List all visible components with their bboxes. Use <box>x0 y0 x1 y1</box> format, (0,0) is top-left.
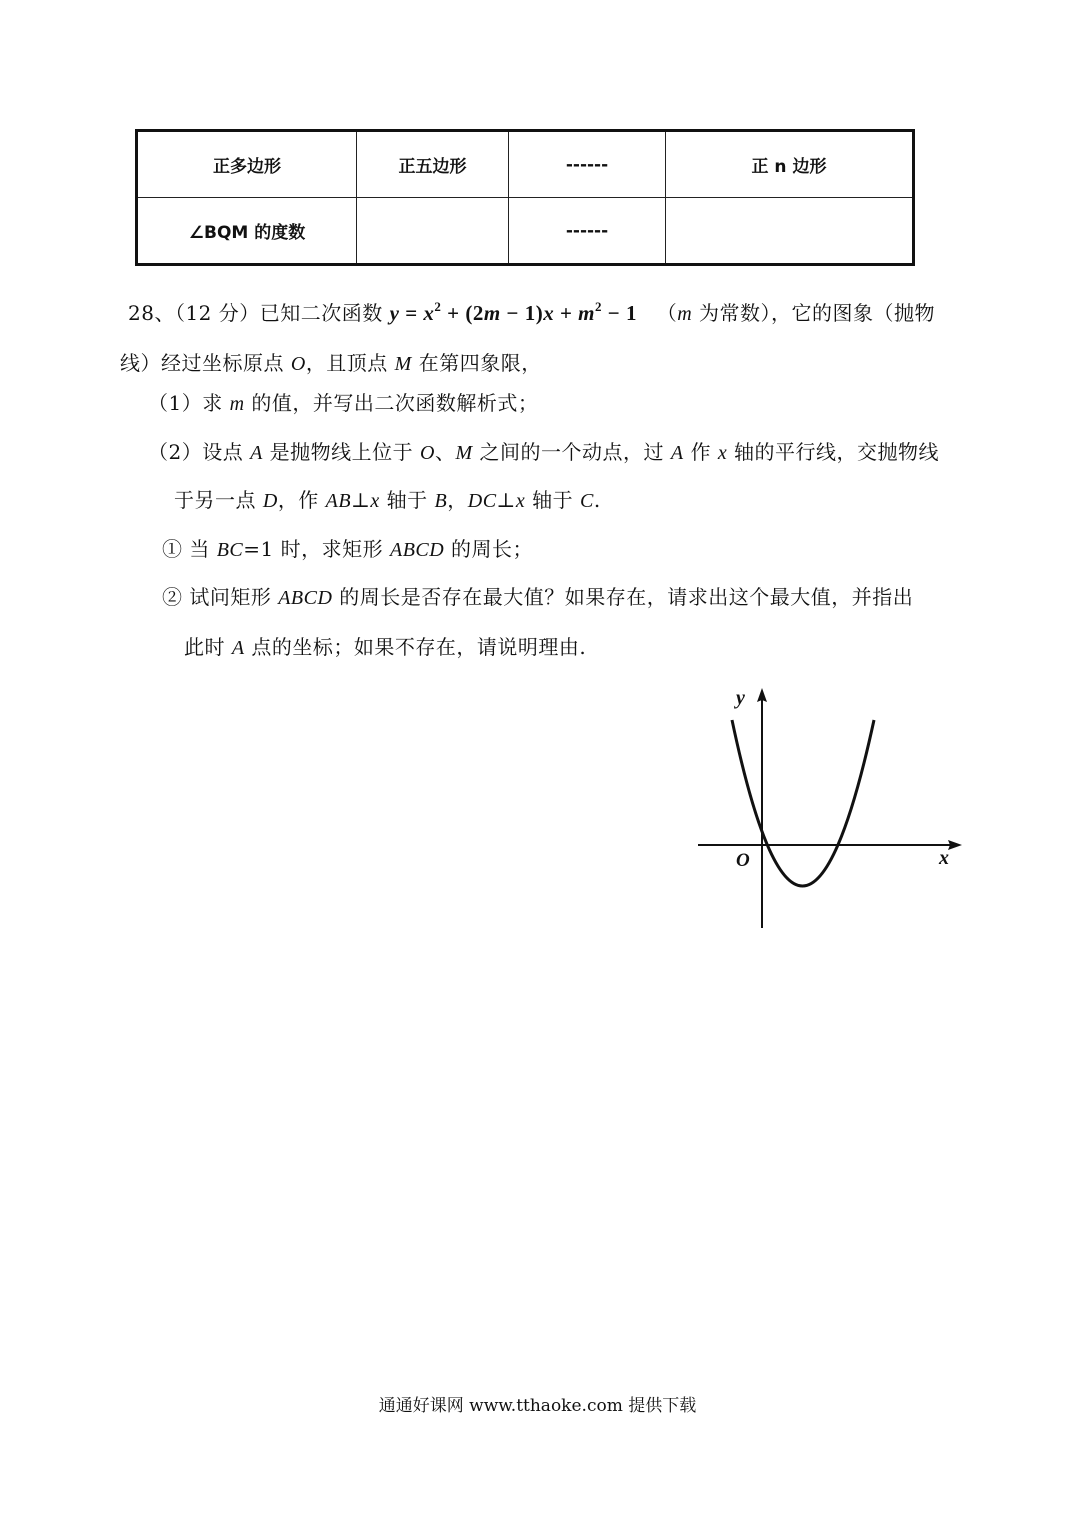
var: m <box>677 303 693 325</box>
question-2 <box>148 439 939 466</box>
text: ⊥ <box>496 488 516 512</box>
table-row <box>137 198 914 265</box>
var: ABCD <box>389 539 445 561</box>
var: m <box>229 393 245 415</box>
text: 的周长是否存在最大值？如果存在，请求出这个最大值，并指出 <box>332 585 914 609</box>
y-axis-label: y <box>736 687 745 709</box>
var: AB <box>325 490 352 512</box>
text: ① 当 <box>162 537 217 561</box>
formula-text: + <box>554 301 579 325</box>
text: 线）经过坐标原点 <box>120 351 291 375</box>
problem-number: 28、（12 分）已知二次函数 <box>128 301 383 325</box>
text: 的周长； <box>444 537 534 561</box>
var: B <box>434 490 448 512</box>
formula-text: − 1 <box>602 301 637 325</box>
x-axis-arrow <box>948 840 962 850</box>
sub-question-1 <box>162 536 533 563</box>
table-cell <box>666 198 914 265</box>
var: x <box>717 442 728 464</box>
question-2-line-2 <box>174 487 601 514</box>
formula-var: m <box>578 301 596 325</box>
var: O <box>420 442 435 464</box>
text: （1）求 <box>148 391 230 415</box>
formula-exponent: 2 <box>434 299 442 314</box>
var: x <box>370 490 380 512</box>
text: 之间的一个动点，过 <box>472 440 671 464</box>
text: 点的坐标；如果不存在，请说明理由. <box>244 635 587 659</box>
text: =1 时，求矩形 <box>243 537 390 561</box>
var: D <box>262 490 278 512</box>
text: ，作 <box>277 488 326 512</box>
formula-exponent: 2 <box>595 299 603 314</box>
text: ， <box>447 488 468 512</box>
table-cell: 正多边形 <box>137 131 357 198</box>
text: ② 试问矩形 <box>162 585 279 609</box>
formula-var: x <box>423 301 435 325</box>
text: 于另一点 <box>174 488 263 512</box>
table-cell: ∠BQM 的度数 <box>137 198 357 265</box>
problem-line-2 <box>120 350 542 377</box>
sub-question-2-line-2 <box>184 634 586 661</box>
x-axis-label: x <box>939 847 949 869</box>
text: 轴于 <box>525 488 580 512</box>
y-axis-arrow <box>757 688 767 702</box>
formula-var: m <box>483 301 501 325</box>
text: 的值，并写出二次函数解析式； <box>244 391 539 415</box>
sub-question-2 <box>162 584 913 611</box>
var: M <box>394 353 412 375</box>
polygon-angle-table <box>135 129 915 266</box>
text: （ <box>656 301 678 325</box>
formula-var: x <box>543 301 555 325</box>
text: 、 <box>434 440 456 464</box>
text: 在第四象限， <box>411 351 542 375</box>
text: 此时 <box>184 635 232 659</box>
question-1 <box>148 390 538 417</box>
formula-text: = <box>399 301 424 325</box>
table-cell: 正 n 边形 <box>666 131 914 198</box>
text: ⊥ <box>351 488 371 512</box>
formula-text: − 1) <box>500 301 544 325</box>
text: 轴于 <box>379 488 435 512</box>
table-cell: 正五边形 <box>357 131 509 198</box>
text: （2）设点 <box>148 440 251 464</box>
parabola-curve <box>732 720 874 886</box>
var: ABCD <box>278 587 333 609</box>
var: x <box>515 490 526 512</box>
table-cell: ------ <box>509 198 666 265</box>
text: 为常数），它的图象（抛物 <box>692 301 936 325</box>
formula <box>390 301 643 325</box>
footer: 通通好课网 www.tthaoke.com 提供下载 <box>378 1396 697 1416</box>
text: 轴的平行线，交抛物线 <box>727 440 940 464</box>
var: A <box>231 637 245 659</box>
text: 是抛物线上位于 <box>262 440 421 464</box>
problem-line-1 <box>128 300 935 327</box>
formula-text: + (2 <box>441 301 484 325</box>
table-cell: ------ <box>509 131 666 198</box>
text: . <box>593 488 601 512</box>
parabola-graph <box>690 680 970 935</box>
var: A <box>670 442 684 464</box>
text: ，且顶点 <box>305 351 395 375</box>
table-row <box>137 131 914 198</box>
var: BC <box>216 539 244 561</box>
var: M <box>455 442 473 464</box>
origin-label: O <box>736 850 750 871</box>
var: C <box>579 490 594 512</box>
text: 作 <box>683 440 718 464</box>
var: A <box>250 442 263 464</box>
table-cell <box>357 198 509 265</box>
var: O <box>290 353 306 375</box>
formula-var: y <box>389 301 400 325</box>
var: DC <box>467 490 497 512</box>
